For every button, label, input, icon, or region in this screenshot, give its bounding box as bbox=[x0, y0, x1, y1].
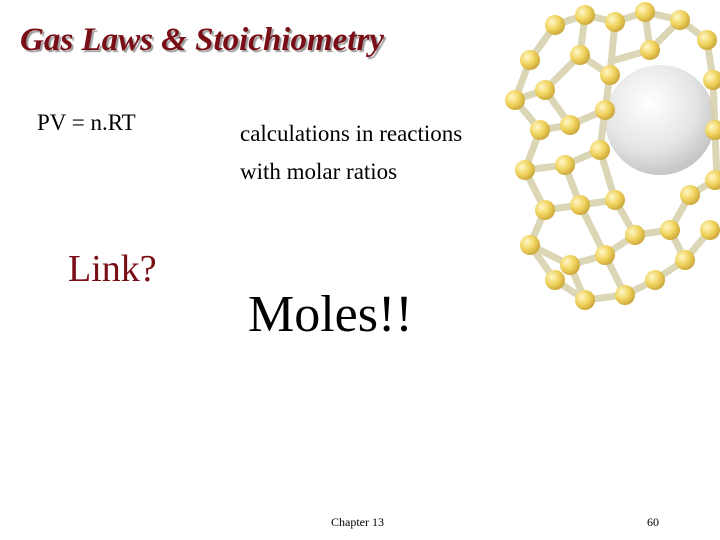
stoichiometry-line-1: calculations in reactions bbox=[240, 121, 463, 146]
link-question: Link? bbox=[68, 248, 157, 290]
stoichiometry-description bbox=[240, 115, 462, 191]
buckyball-molecule-icon bbox=[485, 0, 720, 310]
footer-chapter: Chapter 13 bbox=[331, 515, 384, 529]
slide-title: Gas Laws & Stoichiometry bbox=[20, 22, 384, 58]
moles-answer: Moles!! bbox=[248, 286, 413, 343]
stoichiometry-line-2: with molar ratios bbox=[240, 159, 398, 184]
footer-page-number: 60 bbox=[647, 515, 659, 529]
ideal-gas-law-text: PV = n.RT bbox=[37, 110, 136, 135]
